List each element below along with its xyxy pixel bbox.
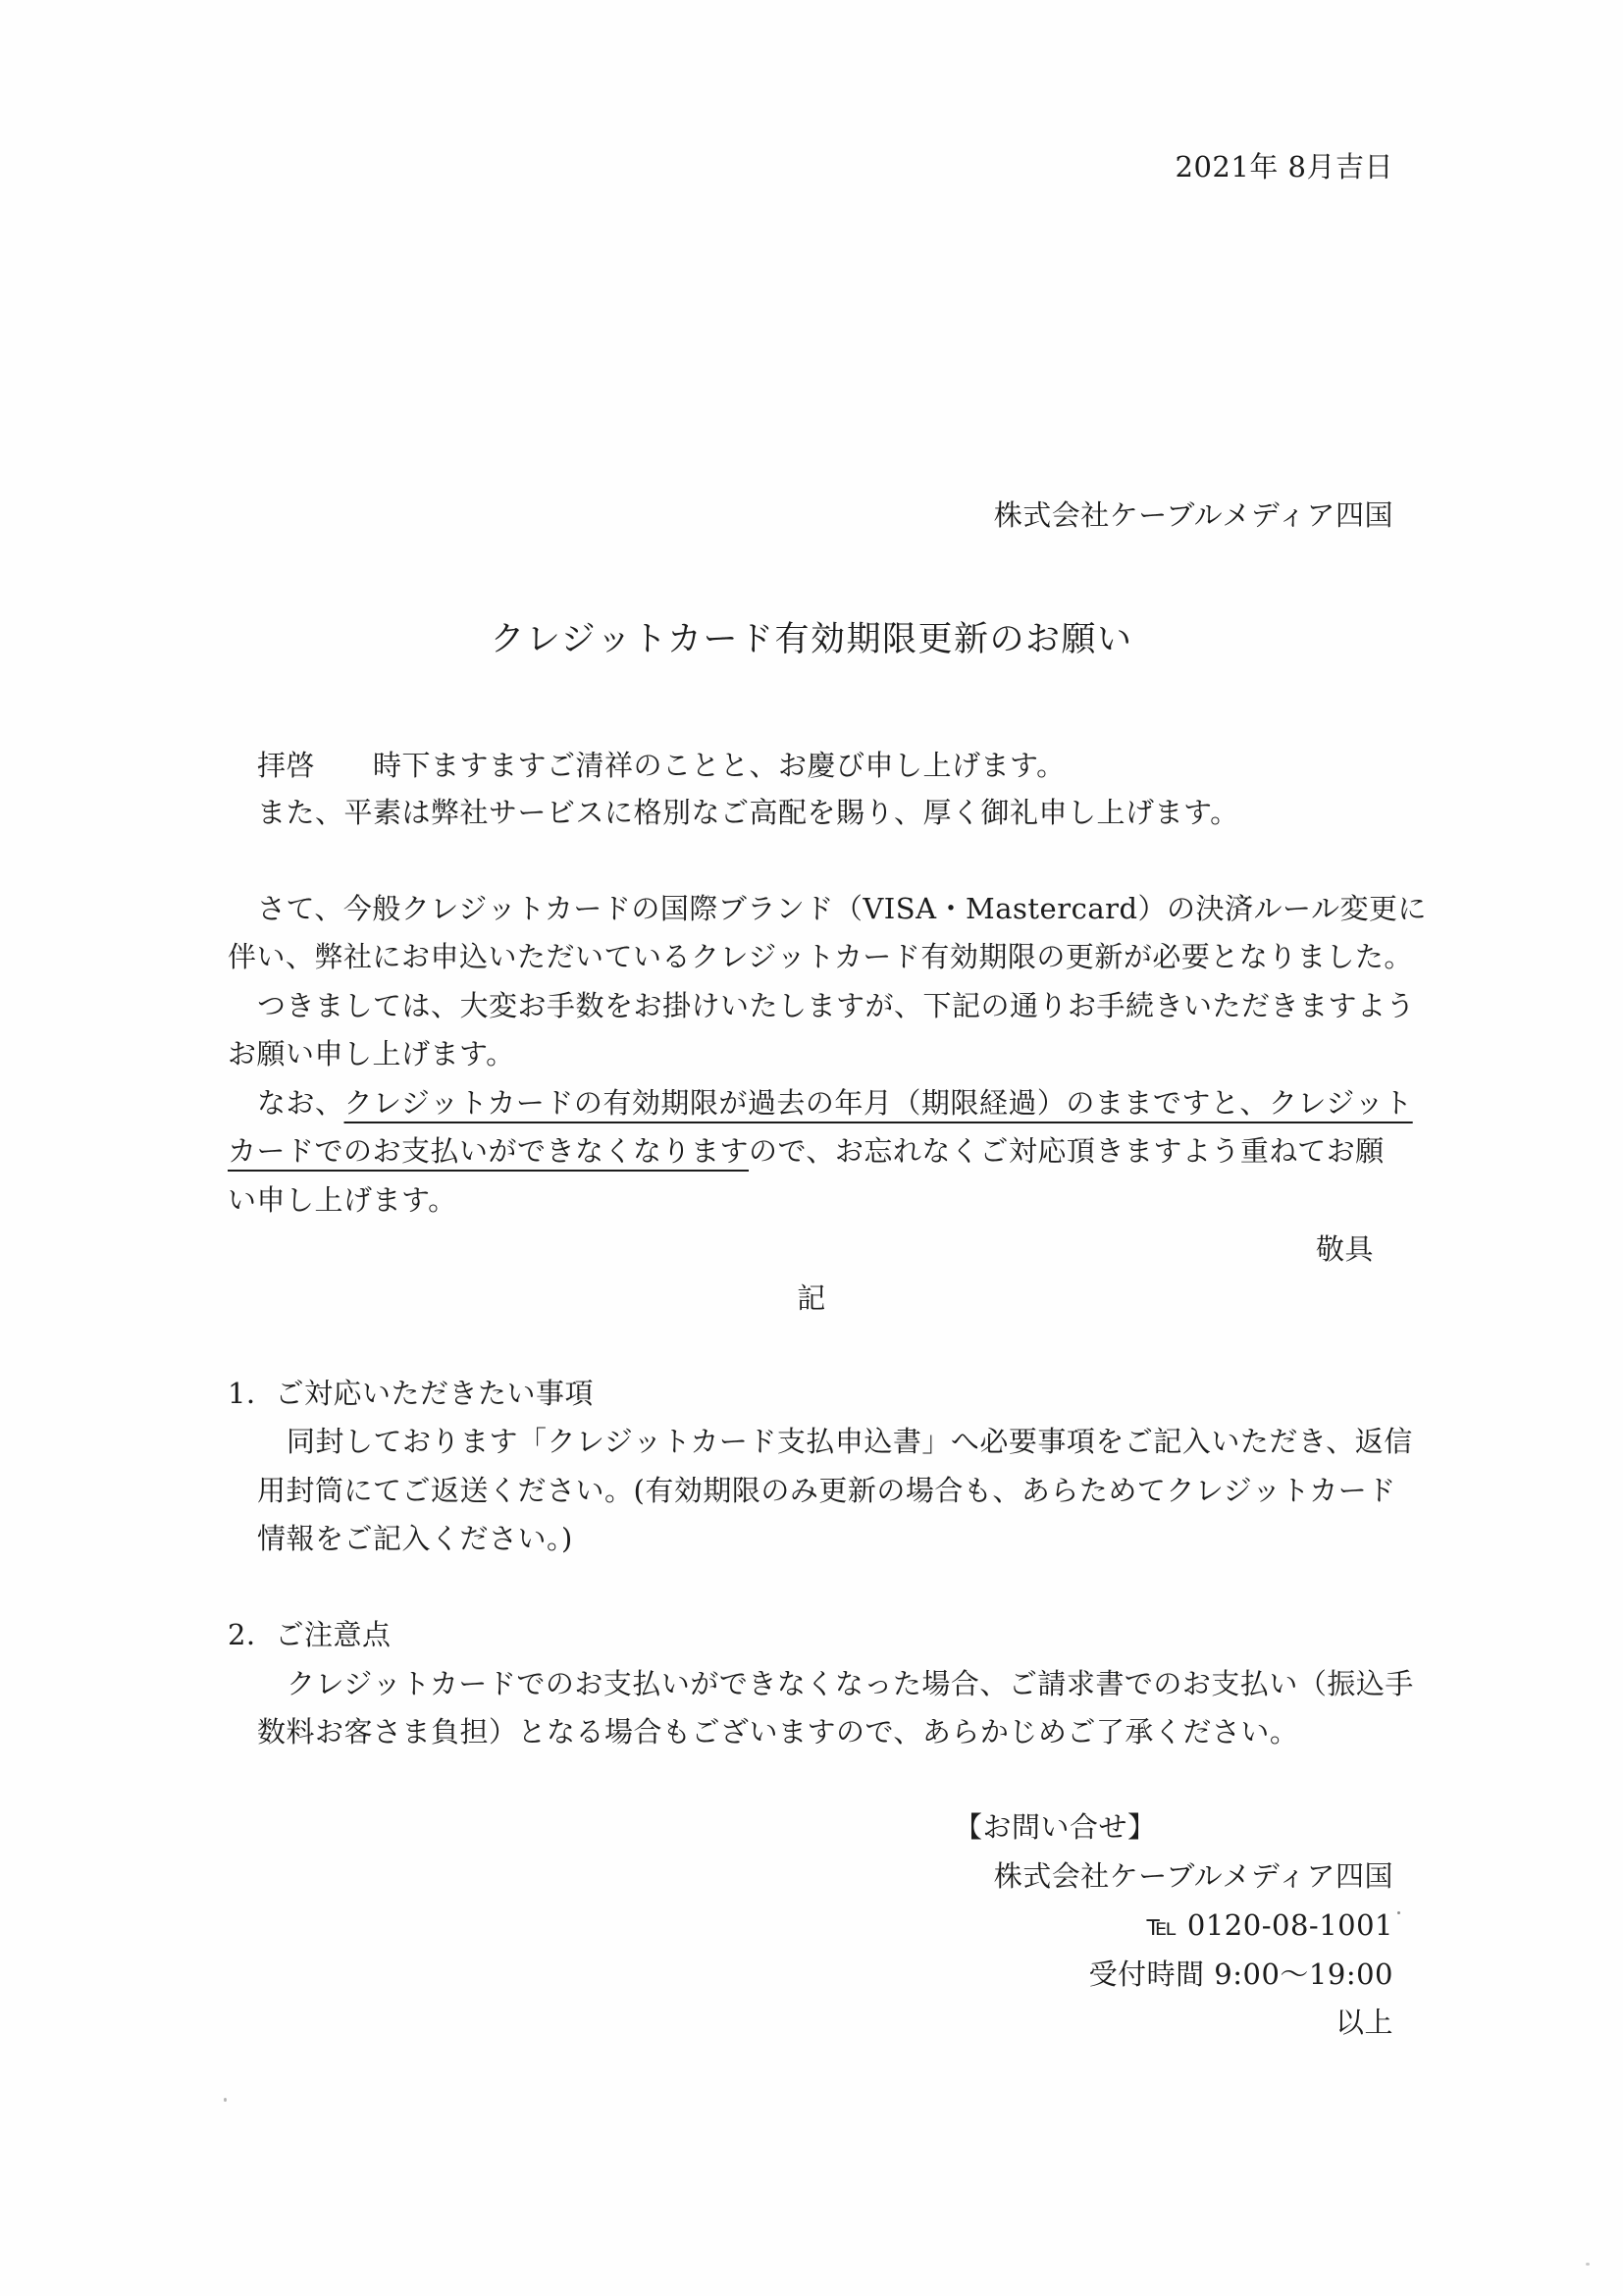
closing-keigu: 敬具 (1315, 1232, 1374, 1266)
contact-company: 株式会社ケーブルメディア四国 (993, 1859, 1393, 1893)
contact-heading: 【お問い合せ】 (954, 1810, 1157, 1844)
ki-marker: 記 (797, 1281, 826, 1315)
body-p1-line-1: さて、今般クレジットカードの国際ブランド（VISA・Mastercard）の決済ルール変更に (257, 892, 1427, 925)
scan-speck (1586, 2263, 1590, 2266)
body-p3-line-1 (257, 1083, 1413, 1122)
section-1-line-1: 同封しております「クレジットカード支払申込書」へ必要事項をご記入いただき、返信 (287, 1425, 1413, 1458)
end-ijou: 以上 (1335, 2006, 1393, 2039)
sender-company: 株式会社ケーブルメディア四国 (993, 498, 1393, 532)
body-p2-line-2: お願い申し上げます。 (228, 1037, 515, 1070)
section-2-line-1: クレジットカードでのお支払いができなくなった場合、ご請求書でのお支払い（振込手 (287, 1667, 1414, 1700)
body-p3-prefix: なお、 (257, 1086, 344, 1120)
section-1-line-3: 情報をご記入ください。) (257, 1522, 573, 1555)
scan-speck (224, 2098, 227, 2102)
contact-hours: 受付時間 9:00～19:00 (1088, 1957, 1393, 1991)
body-p3-line-2 (228, 1131, 1385, 1171)
section-2-heading: 2．ご注意点 (228, 1618, 392, 1651)
greeting-line-1: 拝啓 時下ますますご清祥のことと、お慶び申し上げます。 (257, 749, 1066, 782)
scan-speck (1397, 1911, 1400, 1914)
body-p2-line-1: つきましては、大変お手数をお掛けいたしますが、下記の通りお手続きいただきますよう (257, 989, 1416, 1022)
section-2-line-2: 数料お客さま負担）となる場合もございますので、あらかじめご了承ください。 (257, 1715, 1299, 1748)
body-p3-underlined-part-1: クレジットカードの有効期限が過去の年月（期限経過）のままですと、クレジット (343, 1086, 1413, 1120)
body-p1-line-2: 伴い、弊社にお申込いただいているクレジットカード有効期限の更新が必要となりました。 (228, 940, 1413, 973)
letter-date: 2021年 8月吉日 (1175, 150, 1393, 183)
greeting-line-2: また、平素は弊社サービスに格別なご高配を賜り、厚く御礼申し上げます。 (257, 796, 1239, 829)
section-1-line-2: 用封筒にてご返送ください。(有効期限のみ更新の場合も、あらためてクレジットカード (257, 1474, 1396, 1507)
contact-phone: ℡ 0120-08-1001 (1146, 1908, 1393, 1942)
body-p3-line-3: い申し上げます。 (228, 1183, 457, 1217)
section-1-heading: 1．ご対応いただきたい事項 (228, 1377, 594, 1410)
letter-title: クレジットカード有効期限更新のお願い (490, 620, 1133, 659)
body-p3-suffix: ので、お忘れなくご対応頂きますよう重ねてお願 (749, 1134, 1385, 1168)
body-p3-underlined-part-2: カードでのお支払いができなくなります (228, 1134, 750, 1168)
